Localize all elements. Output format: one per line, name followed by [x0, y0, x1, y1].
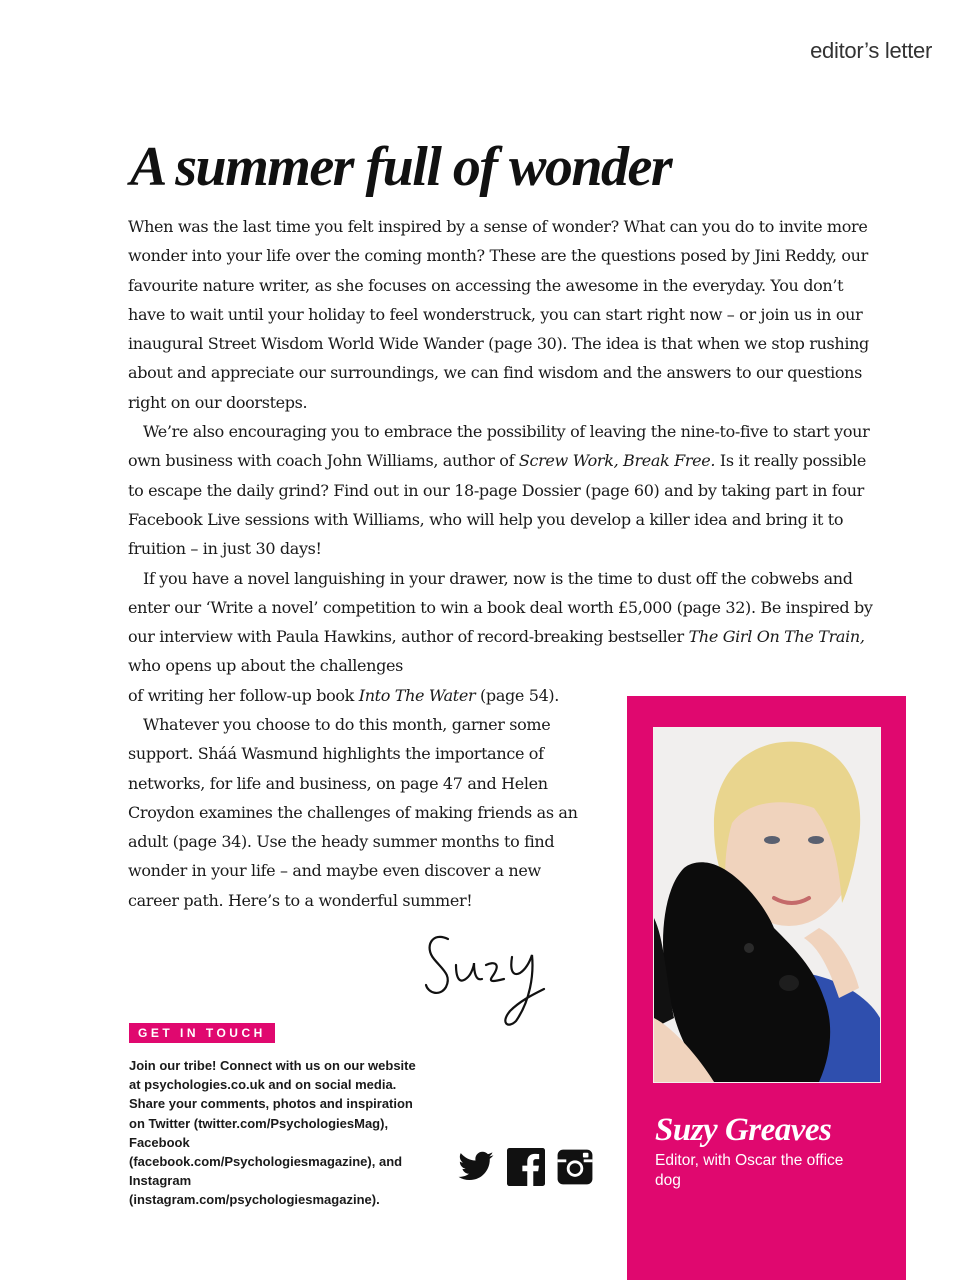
letter-body-narrow: [128, 710, 588, 915]
editor-name: Suzy Greaves: [655, 1112, 832, 1148]
get-in-touch-text: Join our tribe! Connect with us on our website at psychologies.co.uk and on social media. Share your comments, photos and inspiration on Twitter (twitter.com/PsychologiesMag), Facebook (facebook.com/Psychologiesmagazine), and Instagram (instagram.com/psychologiesmagazine).: [129, 1058, 416, 1208]
paragraph-3-text-c: (page 54).: [475, 685, 560, 705]
paragraph-2-text-a: We’re also encouraging you to embrace the possibility of leaving the nine-to-five to start your own business with coach John Williams, author of: [128, 422, 870, 471]
twitter-icon[interactable]: [457, 1148, 495, 1186]
paragraph-3-text-mid: who opens up about the challenges: [128, 656, 404, 676]
book-title-screw-work: Screw Work, Break Free.: [518, 451, 716, 471]
page-title: A summer full of wonder: [130, 136, 672, 198]
paragraph-1: When was the last time you felt inspired by a sense of wonder? What can you do to invite more wonder into your life over the coming month? These are the questions posed by Jini Reddy, our favourite nature writer, as she focuses on accessing the awesome in the everyday. You don’t have to wait until your holiday to feel wonderstruck, you can start right now – or join us in our inaugural Street Wisdom World Wide Wander (page 30). The idea is that when we stop rushing about and appreciate our surroundings, we can find wisdom and the answers to our questions right on our doorsteps.: [128, 217, 869, 412]
paragraph-3: [128, 564, 878, 710]
book-title-girl-on-train: The Girl On The Train,: [688, 627, 865, 647]
editor-photo-illustration: [654, 728, 880, 1082]
paragraph-3-text-end: of writing her follow-up book: [128, 685, 359, 705]
paragraph-4: Whatever you choose to do this month, garner some support. Sháá Wasmund highlights the importance of networks, for life and business, on page 47 and Helen Croydon examines the challenges of making friends as an adult (page 34). Use the heady summer months to find wonder in your life – and maybe even discover a new career path. Here’s to a wonderful summer!: [128, 715, 578, 910]
paragraph-3-text-a: If you have a novel languishing in your drawer, now is the time to dust off the cobwebs and enter our ‘Write a novel’ competition to win a book deal worth £5,000 (page 32). Be inspired by our interview with Paula Hawkins, author of record-breaking bestseller: [128, 568, 873, 647]
paragraph-2: [128, 417, 878, 563]
section-label: editor’s letter: [810, 38, 932, 63]
signature: [420, 925, 560, 1035]
editor-caption: Editor, with Oscar the office dog: [655, 1152, 844, 1189]
editor-photo: [653, 727, 881, 1083]
facebook-icon[interactable]: [507, 1148, 545, 1186]
letter-body-wide: [128, 212, 878, 710]
paragraph-2-text-b: Is it really possible to escape the daily grind? Find out in our 18-page Dossier (page 60) and by taking part in four Facebook Live sessions with Williams, who will help you develop a killer idea and bring it to fruition – in just 30 days!: [128, 451, 867, 559]
instagram-icon[interactable]: [556, 1148, 594, 1186]
book-title-into-the-water: Into The Water: [358, 685, 476, 705]
get-in-touch-badge: GET IN TOUCH: [129, 1023, 275, 1043]
